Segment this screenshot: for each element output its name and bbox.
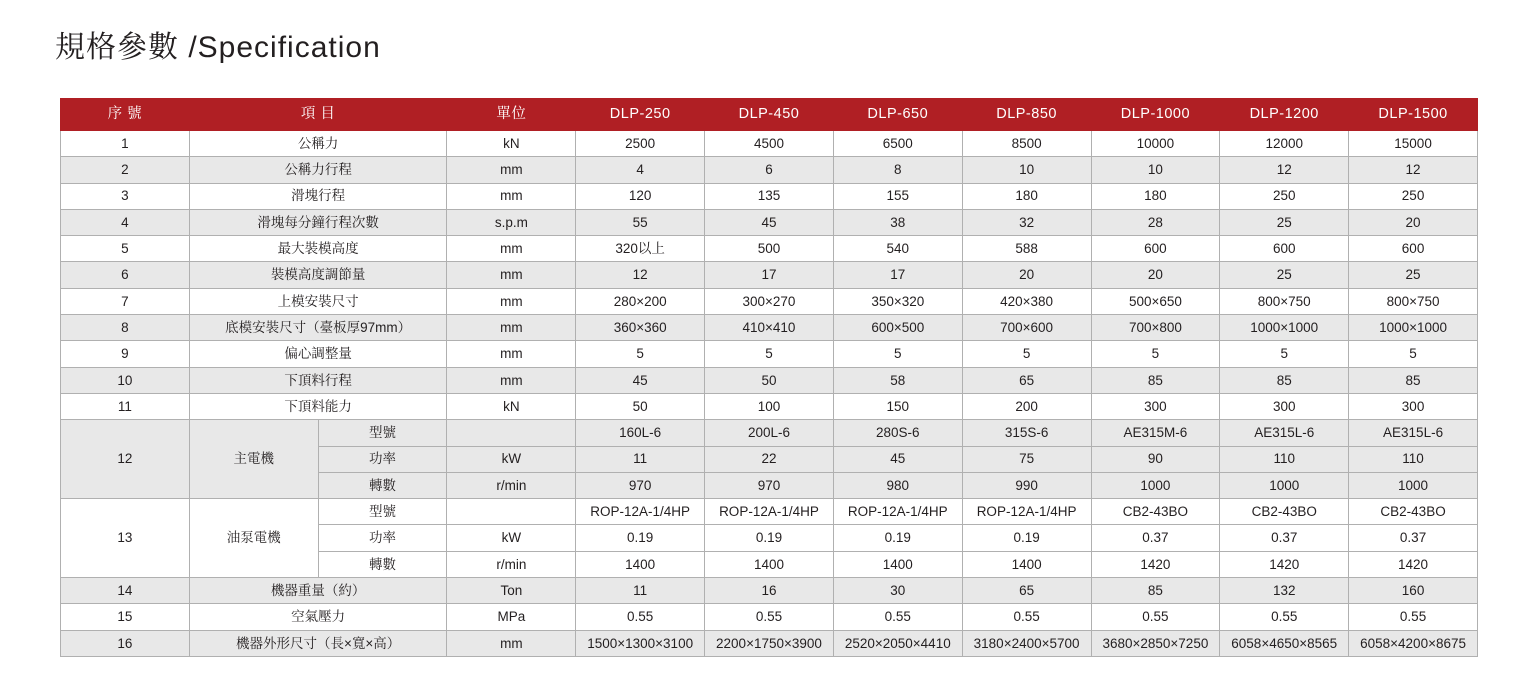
row-value: 0.37	[1220, 525, 1349, 551]
row-value: 160L-6	[576, 420, 705, 446]
table-row	[61, 341, 1478, 367]
row-value: 2500	[576, 131, 705, 157]
row-value: 90	[1091, 446, 1220, 472]
row-value: AE315M-6	[1091, 420, 1220, 446]
row-value: 25	[1349, 262, 1478, 288]
row-subname: 轉數	[318, 551, 447, 577]
header-cell-dlp-1200: DLP-1200	[1220, 99, 1349, 131]
row-value: 50	[705, 367, 834, 393]
row-value: 4500	[705, 131, 834, 157]
row-value: 5	[576, 341, 705, 367]
row-value: 6058×4650×8565	[1220, 630, 1349, 656]
row-unit: kW	[447, 525, 576, 551]
row-value: AE315L-6	[1349, 420, 1478, 446]
row-index: 5	[61, 236, 190, 262]
row-value: 0.55	[962, 604, 1091, 630]
row-name: 機器重量（約）	[189, 578, 447, 604]
header-cell-dlp-1000: DLP-1000	[1091, 99, 1220, 131]
row-value: 1420	[1091, 551, 1220, 577]
row-name: 底模安裝尺寸（臺板厚97mm）	[189, 315, 447, 341]
header-cell-index: 序 號	[61, 99, 190, 131]
table-header	[61, 99, 1478, 131]
row-value: 1000	[1091, 472, 1220, 498]
row-value: 1000	[1220, 472, 1349, 498]
row-value: 38	[833, 209, 962, 235]
row-unit: mm	[447, 367, 576, 393]
row-index: 13	[61, 499, 190, 578]
row-value: 4	[576, 157, 705, 183]
row-index: 3	[61, 183, 190, 209]
table-row	[61, 315, 1478, 341]
row-value: 800×750	[1349, 288, 1478, 314]
row-name: 下頂料行程	[189, 367, 447, 393]
row-unit	[447, 499, 576, 525]
row-index: 14	[61, 578, 190, 604]
row-name: 公稱力行程	[189, 157, 447, 183]
row-value: CB2-43BO	[1091, 499, 1220, 525]
row-value: 0.55	[705, 604, 834, 630]
row-index: 10	[61, 367, 190, 393]
row-value: 25	[1220, 209, 1349, 235]
row-value: 360×360	[576, 315, 705, 341]
row-value: 0.37	[1349, 525, 1478, 551]
row-value: 85	[1091, 578, 1220, 604]
row-value: 1400	[576, 551, 705, 577]
row-value: 11	[576, 446, 705, 472]
row-name: 滑塊每分鐘行程次數	[189, 209, 447, 235]
row-index: 12	[61, 420, 190, 499]
row-unit: mm	[447, 236, 576, 262]
row-index: 1	[61, 131, 190, 157]
row-value: 180	[962, 183, 1091, 209]
row-value: 970	[576, 472, 705, 498]
row-value: 300	[1220, 393, 1349, 419]
row-name: 機器外形尺寸（長×寬×高）	[189, 630, 447, 656]
row-value: 600	[1220, 236, 1349, 262]
row-index: 6	[61, 262, 190, 288]
row-value: 280×200	[576, 288, 705, 314]
row-name: 滑塊行程	[189, 183, 447, 209]
row-value: 1400	[833, 551, 962, 577]
row-subname: 功率	[318, 446, 447, 472]
row-subname: 轉數	[318, 472, 447, 498]
row-value: 320以上	[576, 236, 705, 262]
row-value: 300×270	[705, 288, 834, 314]
row-subname: 型號	[318, 499, 447, 525]
table-row	[61, 209, 1478, 235]
row-value: ROP-12A-1/4HP	[705, 499, 834, 525]
row-value: 0.55	[1349, 604, 1478, 630]
row-value: 85	[1349, 367, 1478, 393]
row-name: 最大裝模高度	[189, 236, 447, 262]
table-row	[61, 262, 1478, 288]
row-value: 6500	[833, 131, 962, 157]
row-value: 20	[1349, 209, 1478, 235]
header-cell-item: 項 目	[189, 99, 447, 131]
row-value: 200	[962, 393, 1091, 419]
row-value: 588	[962, 236, 1091, 262]
row-name: 下頂料能力	[189, 393, 447, 419]
row-value: 0.19	[705, 525, 834, 551]
table-row	[61, 420, 1478, 446]
row-unit: kN	[447, 131, 576, 157]
row-unit: kW	[447, 446, 576, 472]
row-name: 上模安裝尺寸	[189, 288, 447, 314]
row-index: 16	[61, 630, 190, 656]
row-unit: s.p.m	[447, 209, 576, 235]
row-value: 12000	[1220, 131, 1349, 157]
row-value: 300	[1091, 393, 1220, 419]
table-row	[61, 578, 1478, 604]
row-value: 45	[833, 446, 962, 472]
row-value: 5	[1349, 341, 1478, 367]
header-cell-unit: 單位	[447, 99, 576, 131]
row-value: 155	[833, 183, 962, 209]
table-row	[61, 367, 1478, 393]
row-value: 280S-6	[833, 420, 962, 446]
row-unit: mm	[447, 157, 576, 183]
row-value: 25	[1220, 262, 1349, 288]
row-value: 12	[1349, 157, 1478, 183]
row-value: 200L-6	[705, 420, 834, 446]
row-unit: r/min	[447, 472, 576, 498]
row-value: 990	[962, 472, 1091, 498]
header-cell-dlp-450: DLP-450	[705, 99, 834, 131]
row-index: 4	[61, 209, 190, 235]
row-value: 15000	[1349, 131, 1478, 157]
table-row	[61, 499, 1478, 525]
row-value: 1000×1000	[1220, 315, 1349, 341]
row-name: 空氣壓力	[189, 604, 447, 630]
row-value: 120	[576, 183, 705, 209]
row-value: 0.55	[833, 604, 962, 630]
row-value: 420×380	[962, 288, 1091, 314]
row-index: 8	[61, 315, 190, 341]
row-value: 132	[1220, 578, 1349, 604]
header-cell-dlp-850: DLP-850	[962, 99, 1091, 131]
row-value: 16	[705, 578, 834, 604]
row-value: ROP-12A-1/4HP	[833, 499, 962, 525]
row-value: 0.55	[1220, 604, 1349, 630]
row-value: 350×320	[833, 288, 962, 314]
row-unit: r/min	[447, 551, 576, 577]
row-value: 800×750	[1220, 288, 1349, 314]
row-value: 32	[962, 209, 1091, 235]
table-row	[61, 183, 1478, 209]
row-value: 45	[576, 367, 705, 393]
row-value: 500	[705, 236, 834, 262]
table-row	[61, 393, 1478, 419]
row-index: 7	[61, 288, 190, 314]
row-value: 110	[1349, 446, 1478, 472]
row-value: 500×650	[1091, 288, 1220, 314]
row-index: 15	[61, 604, 190, 630]
row-value: 1420	[1220, 551, 1349, 577]
row-unit: mm	[447, 183, 576, 209]
row-value: 55	[576, 209, 705, 235]
row-value: 300	[1349, 393, 1478, 419]
row-value: 65	[962, 367, 1091, 393]
table-row	[61, 131, 1478, 157]
row-value: 700×600	[962, 315, 1091, 341]
row-value: 20	[962, 262, 1091, 288]
row-value: 10000	[1091, 131, 1220, 157]
row-value: 0.55	[1091, 604, 1220, 630]
row-value: 1000×1000	[1349, 315, 1478, 341]
header-cell-dlp-1500: DLP-1500	[1349, 99, 1478, 131]
row-value: 700×800	[1091, 315, 1220, 341]
table-row	[61, 288, 1478, 314]
row-value: 12	[576, 262, 705, 288]
row-index: 11	[61, 393, 190, 419]
row-value: 110	[1220, 446, 1349, 472]
row-value: 3180×2400×5700	[962, 630, 1091, 656]
row-value: 17	[705, 262, 834, 288]
row-value: 180	[1091, 183, 1220, 209]
row-unit	[447, 420, 576, 446]
row-value: 75	[962, 446, 1091, 472]
row-value: 1000	[1349, 472, 1478, 498]
row-unit: mm	[447, 262, 576, 288]
table-row	[61, 236, 1478, 262]
row-value: CB2-43BO	[1349, 499, 1478, 525]
row-value: 0.55	[576, 604, 705, 630]
row-value: 30	[833, 578, 962, 604]
row-value: 6	[705, 157, 834, 183]
row-name: 公稱力	[189, 131, 447, 157]
specification-table	[60, 98, 1478, 657]
row-name: 裝模高度調節量	[189, 262, 447, 288]
row-unit: mm	[447, 288, 576, 314]
row-value: 600×500	[833, 315, 962, 341]
row-value: 2200×1750×3900	[705, 630, 834, 656]
row-value: 540	[833, 236, 962, 262]
table-body	[61, 131, 1478, 657]
row-value: 1400	[705, 551, 834, 577]
row-value: 1400	[962, 551, 1091, 577]
specification-table-container	[60, 98, 1478, 657]
row-value: 58	[833, 367, 962, 393]
row-value: 150	[833, 393, 962, 419]
row-value: 600	[1349, 236, 1478, 262]
row-subname: 功率	[318, 525, 447, 551]
row-value: 5	[1220, 341, 1349, 367]
row-value: 0.19	[962, 525, 1091, 551]
row-value: 45	[705, 209, 834, 235]
row-value: 17	[833, 262, 962, 288]
row-value: 28	[1091, 209, 1220, 235]
row-value: 100	[705, 393, 834, 419]
row-value: 6058×4200×8675	[1349, 630, 1478, 656]
row-index: 2	[61, 157, 190, 183]
row-value: CB2-43BO	[1220, 499, 1349, 525]
row-value: 160	[1349, 578, 1478, 604]
row-value: 11	[576, 578, 705, 604]
row-value: 20	[1091, 262, 1220, 288]
row-value: 3680×2850×7250	[1091, 630, 1220, 656]
row-value: 410×410	[705, 315, 834, 341]
row-value: 315S-6	[962, 420, 1091, 446]
row-group-name: 主電機	[189, 420, 318, 499]
row-value: 12	[1220, 157, 1349, 183]
row-value: ROP-12A-1/4HP	[962, 499, 1091, 525]
row-value: 85	[1091, 367, 1220, 393]
row-value: 5	[705, 341, 834, 367]
table-row	[61, 604, 1478, 630]
row-index: 9	[61, 341, 190, 367]
row-value: 10	[962, 157, 1091, 183]
row-value: 250	[1220, 183, 1349, 209]
row-value: 135	[705, 183, 834, 209]
row-value: 10	[1091, 157, 1220, 183]
row-value: 1500×1300×3100	[576, 630, 705, 656]
row-value: 600	[1091, 236, 1220, 262]
header-cell-dlp-250: DLP-250	[576, 99, 705, 131]
row-unit: kN	[447, 393, 576, 419]
row-value: 970	[705, 472, 834, 498]
row-value: 5	[1091, 341, 1220, 367]
row-value: 980	[833, 472, 962, 498]
row-unit: mm	[447, 315, 576, 341]
row-value: AE315L-6	[1220, 420, 1349, 446]
row-unit: mm	[447, 630, 576, 656]
row-value: 5	[962, 341, 1091, 367]
row-subname: 型號	[318, 420, 447, 446]
row-value: 2520×2050×4410	[833, 630, 962, 656]
row-value: 250	[1349, 183, 1478, 209]
row-value: 0.19	[833, 525, 962, 551]
row-value: 50	[576, 393, 705, 419]
row-value: 5	[833, 341, 962, 367]
row-unit: Ton	[447, 578, 576, 604]
row-value: 0.37	[1091, 525, 1220, 551]
row-group-name: 油泵電機	[189, 499, 318, 578]
row-value: 22	[705, 446, 834, 472]
row-unit: MPa	[447, 604, 576, 630]
row-unit: mm	[447, 341, 576, 367]
page-title: 規格參數 /Specification	[55, 31, 381, 64]
row-value: 1420	[1349, 551, 1478, 577]
header-cell-dlp-650: DLP-650	[833, 99, 962, 131]
row-value: 0.19	[576, 525, 705, 551]
row-value: 85	[1220, 367, 1349, 393]
row-value: 65	[962, 578, 1091, 604]
row-value: 8500	[962, 131, 1091, 157]
row-name: 偏心調整量	[189, 341, 447, 367]
table-header-row	[61, 99, 1478, 131]
table-row	[61, 630, 1478, 656]
table-row	[61, 157, 1478, 183]
row-value: ROP-12A-1/4HP	[576, 499, 705, 525]
row-value: 8	[833, 157, 962, 183]
